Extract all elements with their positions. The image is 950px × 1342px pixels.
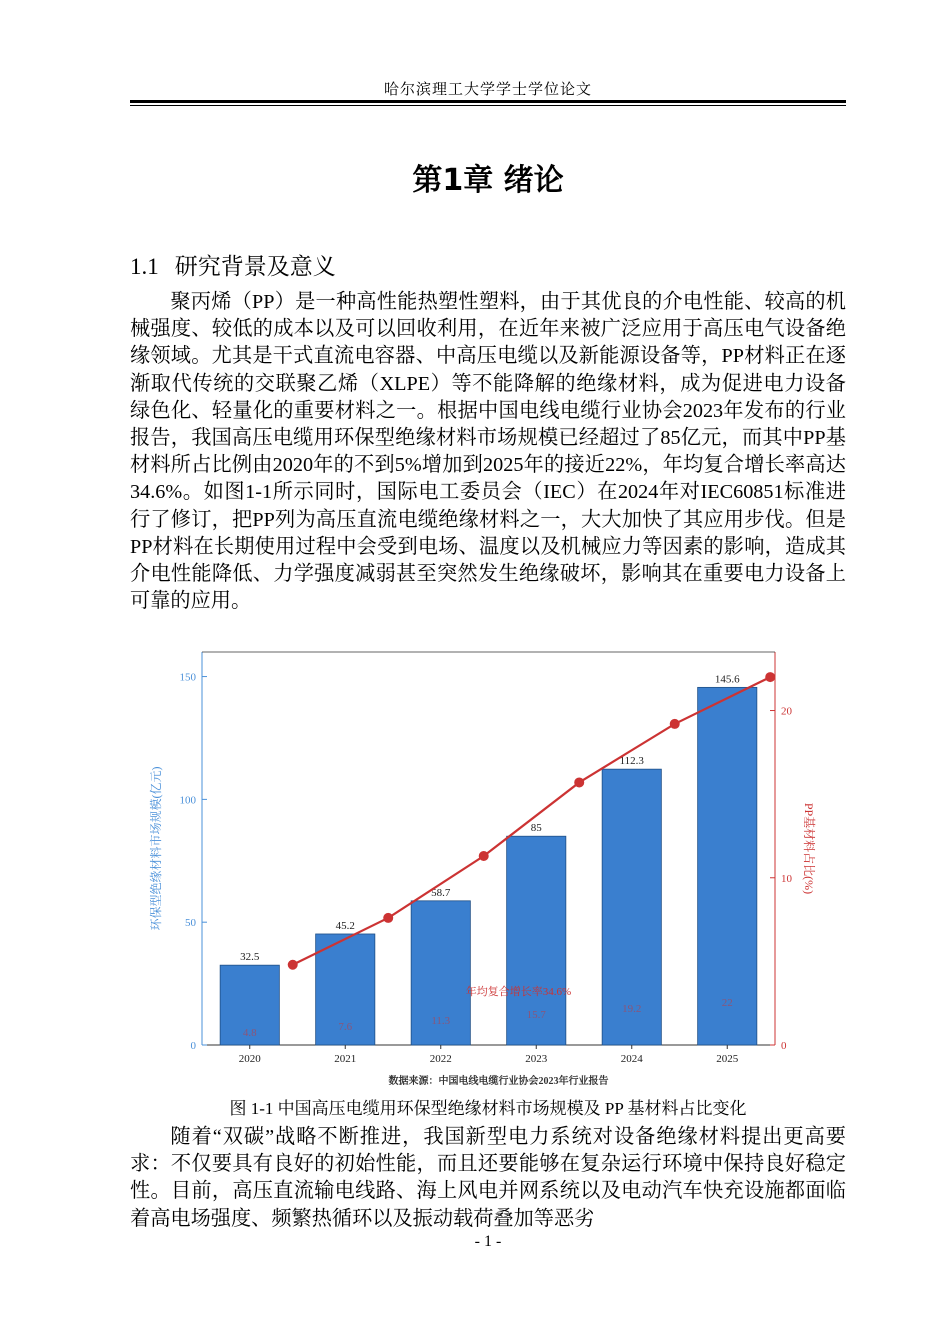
right-tick-label: 10 (781, 872, 792, 885)
right-tick-label: 0 (781, 1040, 787, 1052)
pp-share-label: 11.3 (431, 1015, 451, 1027)
cagr-annotation: 年均复合增长率34.6% (465, 985, 572, 998)
x-tick-label: 2020 (238, 1053, 261, 1065)
header-rule-thin (130, 105, 846, 106)
left-tick-label: 50 (185, 917, 196, 930)
left-tick-label: 150 (179, 671, 196, 684)
pp-share-point-2020 (288, 960, 298, 970)
x-tick-label: 2021 (334, 1053, 357, 1065)
header-rule-thick (130, 100, 846, 103)
running-head: 哈尔滨理工大学学士学位论文 (383, 82, 592, 98)
paragraph-2: 随着“双碳”战略不断推进，我国新型电力系统对设备绝缘材料提出更高要求：不仅要具有良好的初始性能，而且还要能够在复杂运行环境中保持良好稳定性。目前，高压直流输电线路、海上风电并网系统以及电动汽车快充设施都面临着高电场强度、频繁热循环以及振动载荷叠加等恶劣 (130, 1126, 846, 1230)
page-number: - 1 - (474, 1233, 502, 1250)
bar-value-label: 85 (530, 822, 542, 835)
figure-1-1 (140, 650, 840, 1090)
paragraph-1: 聚丙烯（PP）是一种高性能热塑性塑料，由于其优良的介电性能、较高的机械强度、较低的成本以及可以回收利用，在近年来被广泛应用于高压电气设备绝缘领域。尤其是干式直流电容器、中高压电缆以及新能源设备等，PP材料正在逐渐取代传统的交联聚乙烯（XLPE）等不能降解的绝缘材料，成为促进电力设备绿色化、轻量化的重要材料之一。根据中国电线电缆行业协会2023年发布的行业报告，我国高压电缆用环保型绝缘材料市场规模已经超过了85亿元，而其中PP基材料所占比例由2020年的不到5%增加到2025年的接近22%，年均复合增长率高达34.6%。如图1-1所示同时，国际电工委员会（IEC）在2024年对IEC60851标准进行了修订，把PP列为高压直流电缆绝缘材料之一，大大加快了其应用步伐。但是PP材料在长期使用过程中会受到电场、温度以及机械应力等因素的影响，造成其介电性能降低、力学强度减弱甚至突然发生绝缘破坏，影响其在重要电力设备上可靠的应用。 (130, 291, 846, 613)
source-note: 数据来源：中国电线电缆行业协会2023年行业报告 (388, 1076, 609, 1087)
bar-value-label: 45.2 (335, 919, 355, 932)
x-tick-label: 2022 (429, 1053, 452, 1065)
right-tick-label: 20 (781, 705, 792, 718)
bar-2025 (698, 687, 757, 1045)
section-heading (130, 248, 336, 281)
market-chart (140, 650, 840, 1090)
pp-share-label: 19.2 (622, 1003, 642, 1015)
x-tick-label: 2024 (620, 1053, 643, 1065)
pp-share-label: 22 (721, 997, 733, 1009)
pp-share-label: 15.7 (526, 1009, 546, 1021)
left-axis-label: 环保型绝缘材料市场规模(亿元) (149, 766, 163, 931)
x-tick-label: 2023 (525, 1053, 548, 1065)
bar-value-label: 32.5 (240, 951, 260, 964)
pp-share-point-2023 (574, 777, 584, 787)
chapter-title: 第1章 绪论 (412, 163, 564, 198)
bar-value-label: 145.6 (714, 673, 740, 686)
right-axis-label: PP基材料占比(%) (802, 802, 816, 895)
section-title: 研究背景及意义 (174, 254, 336, 280)
pp-share-label: 7.6 (338, 1021, 353, 1033)
x-tick-label: 2025 (716, 1053, 739, 1065)
pp-share-point-2021 (383, 913, 393, 923)
pp-share-point-2025 (765, 672, 775, 682)
left-tick-label: 100 (179, 794, 196, 807)
pp-share-label: 4.8 (242, 1027, 257, 1039)
figure-caption: 图 1-1 中国高压电缆用环保型绝缘材料市场规模及 PP 基材料占比变化 (229, 1099, 747, 1118)
section-number: 1.1 (130, 254, 159, 279)
left-tick-label: 0 (190, 1040, 196, 1052)
pp-share-point-2024 (670, 719, 680, 729)
pp-share-point-2022 (479, 851, 489, 861)
bar-value-label: 58.7 (431, 886, 451, 899)
bar-value-label: 112.3 (619, 755, 644, 768)
